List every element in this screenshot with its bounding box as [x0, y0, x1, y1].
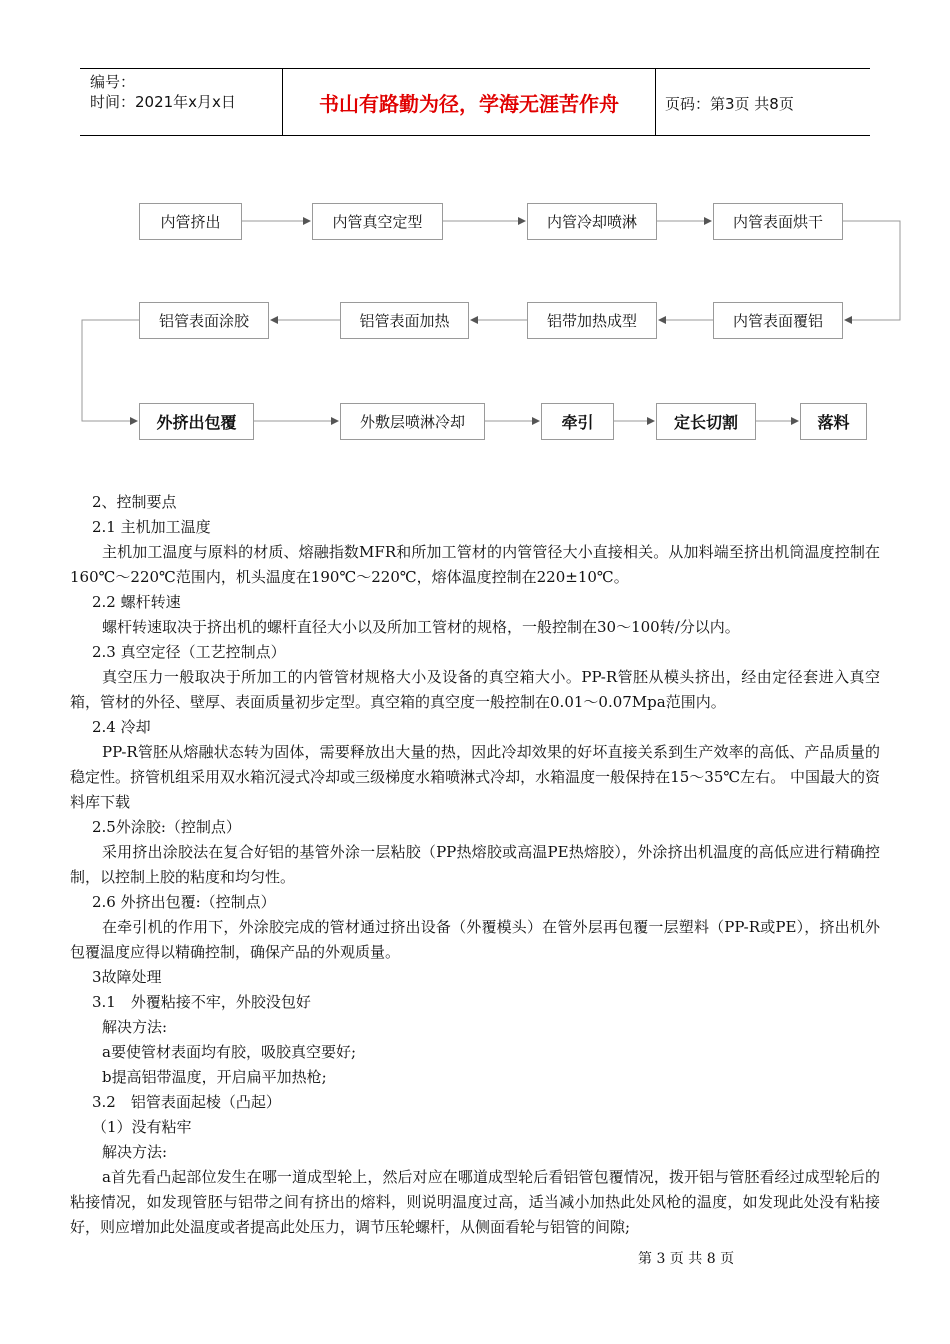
subsection-heading: 2.1 主机加工温度	[92, 518, 211, 536]
paragraph: 采用挤出涂胶法在复合好铝的基管外涂一层粘胶（PP热熔胶或高温PE热熔胶），外涂挤出机温度的高低应进行精确控制，以控制上胶的粘度和均匀性。	[70, 843, 880, 886]
cause-item: （1）没有粘牢	[92, 1118, 192, 1136]
section-heading: 3故障处理	[92, 968, 162, 986]
flow-step: 外挤出包覆	[139, 403, 254, 440]
paragraph: 在牵引机的作用下，外涂胶完成的管材通过挤出设备（外覆模头）在管外层再包覆一层塑料（PP-R或PE），挤出机外包覆温度应得以精确控制，确保产品的外观质量。	[70, 918, 880, 961]
flow-step: 铝带加热成型	[527, 302, 657, 339]
subsection-heading: 2.6 外挤出包覆:（控制点）	[92, 893, 276, 911]
flow-step: 内管真空定型	[312, 203, 443, 240]
time-label: 时间：2021年x月x日	[90, 93, 236, 111]
list-item: a要使管材表面均有胶，吸胶真空要好;	[102, 1043, 356, 1061]
document-body	[70, 490, 880, 1240]
subsection-heading: 2.4 冷却	[92, 718, 151, 736]
subsection-heading: 3.1 外覆粘接不牢，外胶没包好	[92, 993, 311, 1011]
flow-step: 内管冷却喷淋	[527, 203, 657, 240]
flow-arrow	[843, 221, 900, 320]
subsection-heading: 2.3 真空定径（工艺控制点）	[92, 643, 286, 661]
flow-step: 落料	[800, 403, 867, 440]
subsection-heading: 2.5外涂胶:（控制点）	[92, 818, 241, 836]
flow-step: 铝管表面加热	[340, 302, 469, 339]
section-heading: 2、控制要点	[92, 493, 177, 511]
flow-step: 内管挤出	[139, 203, 242, 240]
subsection-heading: 2.2 螺杆转速	[92, 593, 181, 611]
header-page-info: 页码：第3页 共8页	[665, 95, 794, 113]
solution-label: 解决方法:	[102, 1018, 168, 1036]
flow-step: 外敷层喷淋冷却	[340, 403, 485, 440]
paragraph: 螺杆转速取决于挤出机的螺杆直径大小以及所加工管材的规格，一般控制在30～100转/分以内。	[102, 618, 740, 636]
flow-step: 铝管表面涂胶	[139, 302, 269, 339]
paragraph: a首先看凸起部位发生在哪一道成型轮上，然后对应在哪道成型轮后看铝管包覆情况，拨开铝与管胚看经过成型轮后的粘接情况，如发现管胚与铝带之间有挤出的熔料，则说明温度过高，适当减小加热此处风枪的温度，如发现此处没有粘接好，则应增加此处温度或者提高此处压力，调节压轮螺杆，从侧面看轮与铝管的间隙;	[70, 1168, 880, 1236]
flow-step: 牵引	[541, 403, 614, 440]
list-item: b提高铝带温度，开启扁平加热枪;	[102, 1068, 327, 1086]
flow-step: 内管表面烘干	[713, 203, 843, 240]
solution-label: 解决方法:	[102, 1143, 168, 1161]
paragraph: 主机加工温度与原料的材质、熔融指数MFR和所加工管材的内管管径大小直接相关。从加料端至挤出机筒温度控制在160℃～220℃范围内，机头温度在190℃～220℃，熔体温度控制在220±10℃。	[70, 543, 880, 586]
flow-step: 内管表面覆铝	[713, 302, 843, 339]
subsection-heading: 3.2 铝管表面起棱（凸起）	[92, 1093, 281, 1111]
number-label: 编号：	[90, 73, 136, 91]
header-motto: 书山有路勤为径，学海无涯苦作舟	[319, 92, 619, 116]
flow-step: 定长切割	[656, 403, 756, 440]
paragraph: 真空压力一般取决于所加工的内管管材规格大小及设备的真空箱大小。PP-R管胚从模头挤出，经由定径套进入真空箱，管材的外径、壁厚、表面质量初步定型。真空箱的真空度一般控制在0.01～0.07Mpa范围内。	[70, 668, 880, 711]
paragraph: PP-R管胚从熔融状态转为固体，需要释放出大量的热，因此冷却效果的好坏直接关系到生产效率的高低、产品质量的稳定性。挤管机组采用双水箱沉浸式冷却或三级梯度水箱喷淋式冷却，水箱温度一般保持在15～35℃左右。 中国最大的资料库下载	[70, 743, 880, 811]
flow-arrow	[82, 320, 139, 421]
page-footer: 第 3 页 共 8 页	[638, 1251, 735, 1267]
